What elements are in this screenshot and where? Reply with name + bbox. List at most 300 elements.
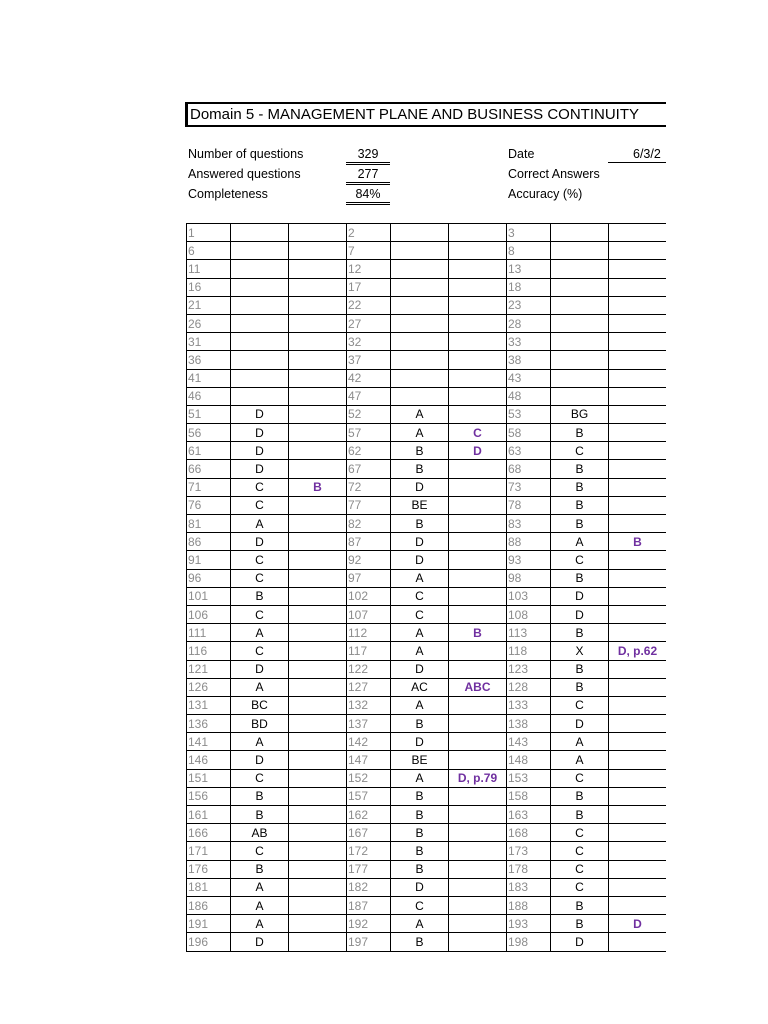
answer-cell[interactable]: D xyxy=(231,442,289,460)
question-number-cell[interactable]: 197 xyxy=(347,933,391,951)
answer-cell[interactable]: A xyxy=(231,896,289,914)
correction-cell[interactable] xyxy=(609,387,667,405)
question-number-cell[interactable]: 56 xyxy=(187,424,231,442)
question-number-cell[interactable]: 117 xyxy=(347,642,391,660)
answer-cell[interactable]: C xyxy=(231,769,289,787)
answer-cell[interactable]: D xyxy=(391,660,449,678)
correction-cell[interactable] xyxy=(289,387,347,405)
correction-cell[interactable] xyxy=(449,642,507,660)
correction-cell[interactable] xyxy=(289,369,347,387)
answer-cell[interactable]: B xyxy=(391,860,449,878)
question-number-cell[interactable]: 111 xyxy=(187,624,231,642)
question-number-cell[interactable]: 196 xyxy=(187,933,231,951)
question-number-cell[interactable]: 102 xyxy=(347,587,391,605)
answer-cell[interactable]: B xyxy=(551,515,609,533)
correction-cell[interactable] xyxy=(449,878,507,896)
question-number-cell[interactable]: 1 xyxy=(187,224,231,242)
answer-cell[interactable] xyxy=(231,224,289,242)
question-number-cell[interactable]: 166 xyxy=(187,824,231,842)
correction-cell[interactable] xyxy=(609,605,667,623)
answer-cell[interactable]: C xyxy=(231,605,289,623)
correction-cell[interactable] xyxy=(609,460,667,478)
answer-cell[interactable]: D xyxy=(231,460,289,478)
question-number-cell[interactable]: 88 xyxy=(507,533,551,551)
question-number-cell[interactable]: 171 xyxy=(187,842,231,860)
correction-cell[interactable] xyxy=(609,296,667,314)
question-number-cell[interactable]: 148 xyxy=(507,751,551,769)
question-number-cell[interactable]: 81 xyxy=(187,515,231,533)
answer-cell[interactable] xyxy=(231,387,289,405)
answered-questions-value[interactable]: 277 xyxy=(346,166,390,185)
question-number-cell[interactable]: 26 xyxy=(187,314,231,332)
question-number-cell[interactable]: 2 xyxy=(347,224,391,242)
answer-cell[interactable]: C xyxy=(391,896,449,914)
correction-cell[interactable] xyxy=(289,787,347,805)
question-number-cell[interactable]: 183 xyxy=(507,878,551,896)
question-number-cell[interactable]: 112 xyxy=(347,624,391,642)
answer-cell[interactable]: A xyxy=(391,769,449,787)
question-number-cell[interactable]: 182 xyxy=(347,878,391,896)
answer-cell[interactable] xyxy=(231,351,289,369)
question-number-cell[interactable]: 161 xyxy=(187,806,231,824)
answer-cell[interactable]: D xyxy=(391,533,449,551)
question-number-cell[interactable]: 153 xyxy=(507,769,551,787)
question-number-cell[interactable]: 7 xyxy=(347,242,391,260)
answer-cell[interactable] xyxy=(391,224,449,242)
question-number-cell[interactable]: 147 xyxy=(347,751,391,769)
question-number-cell[interactable]: 123 xyxy=(507,660,551,678)
correction-cell[interactable] xyxy=(449,460,507,478)
correction-cell[interactable] xyxy=(289,314,347,332)
question-number-cell[interactable]: 12 xyxy=(347,260,391,278)
answer-cell[interactable] xyxy=(551,242,609,260)
correction-cell[interactable] xyxy=(609,224,667,242)
answer-cell[interactable]: B xyxy=(391,787,449,805)
answer-cell[interactable] xyxy=(551,224,609,242)
correction-cell[interactable] xyxy=(449,515,507,533)
answer-cell[interactable] xyxy=(551,296,609,314)
correction-cell[interactable] xyxy=(449,860,507,878)
correction-cell[interactable] xyxy=(289,496,347,514)
answer-cell[interactable] xyxy=(391,242,449,260)
correction-cell[interactable] xyxy=(289,933,347,951)
answer-cell[interactable]: D xyxy=(391,878,449,896)
question-number-cell[interactable]: 138 xyxy=(507,715,551,733)
correction-cell[interactable] xyxy=(609,314,667,332)
question-number-cell[interactable]: 66 xyxy=(187,460,231,478)
answer-cell[interactable]: C xyxy=(551,696,609,714)
question-number-cell[interactable]: 92 xyxy=(347,551,391,569)
question-number-cell[interactable]: 51 xyxy=(187,405,231,423)
correction-cell[interactable]: C xyxy=(449,424,507,442)
question-number-cell[interactable]: 28 xyxy=(507,314,551,332)
answer-cell[interactable]: A xyxy=(551,751,609,769)
answer-cell[interactable]: B xyxy=(231,587,289,605)
question-number-cell[interactable]: 72 xyxy=(347,478,391,496)
answer-cell[interactable]: B xyxy=(391,515,449,533)
question-number-cell[interactable]: 137 xyxy=(347,715,391,733)
answer-cell[interactable]: C xyxy=(551,442,609,460)
correction-cell[interactable] xyxy=(609,860,667,878)
question-number-cell[interactable]: 47 xyxy=(347,387,391,405)
question-number-cell[interactable]: 131 xyxy=(187,696,231,714)
question-number-cell[interactable]: 106 xyxy=(187,605,231,623)
answer-cell[interactable]: C xyxy=(551,878,609,896)
question-number-cell[interactable]: 108 xyxy=(507,605,551,623)
correction-cell[interactable] xyxy=(289,824,347,842)
completeness-value[interactable]: 84% xyxy=(346,186,390,205)
answer-cell[interactable]: B xyxy=(391,933,449,951)
question-number-cell[interactable]: 198 xyxy=(507,933,551,951)
correction-cell[interactable] xyxy=(289,715,347,733)
correction-cell[interactable] xyxy=(449,896,507,914)
correction-cell[interactable] xyxy=(289,842,347,860)
question-number-cell[interactable]: 17 xyxy=(347,278,391,296)
date-value[interactable] xyxy=(608,146,666,163)
correction-cell[interactable]: ABC xyxy=(449,678,507,696)
question-number-cell[interactable]: 97 xyxy=(347,569,391,587)
correction-cell[interactable] xyxy=(449,842,507,860)
question-number-cell[interactable]: 156 xyxy=(187,787,231,805)
correction-cell[interactable] xyxy=(449,715,507,733)
question-number-cell[interactable]: 126 xyxy=(187,678,231,696)
question-number-cell[interactable]: 23 xyxy=(507,296,551,314)
correction-cell[interactable] xyxy=(609,569,667,587)
answer-cell[interactable]: A xyxy=(231,515,289,533)
answer-cell[interactable]: D xyxy=(231,660,289,678)
answer-cell[interactable] xyxy=(231,242,289,260)
correction-cell[interactable] xyxy=(609,824,667,842)
answer-cell[interactable]: C xyxy=(551,842,609,860)
answer-cell[interactable] xyxy=(231,296,289,314)
correction-cell[interactable] xyxy=(609,678,667,696)
correction-cell[interactable]: D, p.62 xyxy=(609,642,667,660)
question-number-cell[interactable]: 176 xyxy=(187,860,231,878)
answer-cell[interactable]: D xyxy=(231,751,289,769)
correction-cell[interactable] xyxy=(609,896,667,914)
correction-cell[interactable] xyxy=(289,896,347,914)
question-number-cell[interactable]: 173 xyxy=(507,842,551,860)
correction-cell[interactable]: B xyxy=(289,478,347,496)
question-number-cell[interactable]: 146 xyxy=(187,751,231,769)
correction-cell[interactable] xyxy=(609,551,667,569)
correction-cell[interactable] xyxy=(609,242,667,260)
answer-cell[interactable]: D xyxy=(231,405,289,423)
question-number-cell[interactable]: 177 xyxy=(347,860,391,878)
question-number-cell[interactable]: 86 xyxy=(187,533,231,551)
question-number-cell[interactable]: 67 xyxy=(347,460,391,478)
correction-cell[interactable] xyxy=(449,242,507,260)
correction-cell[interactable] xyxy=(609,424,667,442)
correction-cell[interactable] xyxy=(449,351,507,369)
correction-cell[interactable] xyxy=(289,569,347,587)
correction-cell[interactable] xyxy=(289,533,347,551)
correction-cell[interactable] xyxy=(609,733,667,751)
correction-cell[interactable] xyxy=(609,478,667,496)
question-number-cell[interactable]: 38 xyxy=(507,351,551,369)
answer-cell[interactable]: BE xyxy=(391,751,449,769)
correction-cell[interactable] xyxy=(609,369,667,387)
answer-cell[interactable] xyxy=(551,333,609,351)
question-number-cell[interactable]: 116 xyxy=(187,642,231,660)
question-number-cell[interactable]: 157 xyxy=(347,787,391,805)
correction-cell[interactable] xyxy=(289,587,347,605)
answer-cell[interactable]: D xyxy=(391,733,449,751)
question-number-cell[interactable]: 191 xyxy=(187,915,231,933)
correction-cell[interactable] xyxy=(449,260,507,278)
answer-cell[interactable]: A xyxy=(391,624,449,642)
correction-cell[interactable] xyxy=(289,806,347,824)
correction-cell[interactable] xyxy=(289,442,347,460)
correction-cell[interactable] xyxy=(449,933,507,951)
answer-cell[interactable]: BD xyxy=(231,715,289,733)
answer-cell[interactable]: B xyxy=(391,460,449,478)
answer-cell[interactable]: B xyxy=(391,442,449,460)
answer-cell[interactable]: C xyxy=(231,842,289,860)
answer-cell[interactable]: D xyxy=(231,424,289,442)
question-number-cell[interactable]: 18 xyxy=(507,278,551,296)
correction-cell[interactable] xyxy=(609,660,667,678)
correction-cell[interactable] xyxy=(449,806,507,824)
question-number-cell[interactable]: 151 xyxy=(187,769,231,787)
answer-cell[interactable] xyxy=(231,278,289,296)
answer-cell[interactable]: B xyxy=(551,624,609,642)
answer-cell[interactable] xyxy=(231,314,289,332)
answer-cell[interactable]: D xyxy=(551,933,609,951)
correction-cell[interactable] xyxy=(609,496,667,514)
answer-cell[interactable]: B xyxy=(391,824,449,842)
question-number-cell[interactable]: 128 xyxy=(507,678,551,696)
answer-cell[interactable]: B xyxy=(551,660,609,678)
answer-cell[interactable]: C xyxy=(231,478,289,496)
question-number-cell[interactable]: 193 xyxy=(507,915,551,933)
correction-cell[interactable] xyxy=(289,915,347,933)
answer-cell[interactable] xyxy=(391,333,449,351)
question-number-cell[interactable]: 143 xyxy=(507,733,551,751)
correction-cell[interactable] xyxy=(449,824,507,842)
correction-cell[interactable] xyxy=(609,933,667,951)
correction-cell[interactable] xyxy=(449,314,507,332)
correction-cell[interactable] xyxy=(449,605,507,623)
question-number-cell[interactable]: 46 xyxy=(187,387,231,405)
answer-cell[interactable]: B xyxy=(551,496,609,514)
answer-cell[interactable]: B xyxy=(551,460,609,478)
question-number-cell[interactable]: 83 xyxy=(507,515,551,533)
question-number-cell[interactable]: 48 xyxy=(507,387,551,405)
correction-cell[interactable] xyxy=(449,296,507,314)
correction-cell[interactable] xyxy=(449,696,507,714)
correction-cell[interactable] xyxy=(449,333,507,351)
question-number-cell[interactable]: 36 xyxy=(187,351,231,369)
answer-cell[interactable]: A xyxy=(231,878,289,896)
answer-cell[interactable] xyxy=(391,351,449,369)
correction-cell[interactable] xyxy=(449,496,507,514)
correction-cell[interactable]: B xyxy=(609,533,667,551)
question-number-cell[interactable]: 91 xyxy=(187,551,231,569)
correction-cell[interactable] xyxy=(609,806,667,824)
answer-cell[interactable]: D xyxy=(231,533,289,551)
correction-cell[interactable] xyxy=(289,769,347,787)
question-number-cell[interactable]: 68 xyxy=(507,460,551,478)
correction-cell[interactable] xyxy=(609,624,667,642)
answer-cell[interactable]: A xyxy=(551,533,609,551)
question-number-cell[interactable]: 3 xyxy=(507,224,551,242)
answer-cell[interactable]: A xyxy=(391,696,449,714)
correction-cell[interactable] xyxy=(449,533,507,551)
question-number-cell[interactable]: 142 xyxy=(347,733,391,751)
correction-cell[interactable] xyxy=(289,696,347,714)
question-number-cell[interactable]: 127 xyxy=(347,678,391,696)
question-number-cell[interactable]: 13 xyxy=(507,260,551,278)
question-number-cell[interactable]: 121 xyxy=(187,660,231,678)
correction-cell[interactable] xyxy=(449,551,507,569)
answer-cell[interactable]: A xyxy=(231,915,289,933)
answer-cell[interactable]: B xyxy=(391,715,449,733)
answer-cell[interactable]: B xyxy=(551,806,609,824)
answer-cell[interactable]: B xyxy=(551,424,609,442)
question-number-cell[interactable]: 163 xyxy=(507,806,551,824)
question-number-cell[interactable]: 62 xyxy=(347,442,391,460)
correction-cell[interactable] xyxy=(289,460,347,478)
correction-cell[interactable] xyxy=(289,751,347,769)
answer-cell[interactable]: B xyxy=(551,569,609,587)
correction-cell[interactable] xyxy=(449,733,507,751)
correction-cell[interactable] xyxy=(609,442,667,460)
question-number-cell[interactable]: 8 xyxy=(507,242,551,260)
answer-cell[interactable]: C xyxy=(231,569,289,587)
correction-cell[interactable] xyxy=(609,715,667,733)
question-number-cell[interactable]: 181 xyxy=(187,878,231,896)
question-number-cell[interactable]: 22 xyxy=(347,296,391,314)
correction-cell[interactable] xyxy=(449,787,507,805)
correction-cell[interactable] xyxy=(289,278,347,296)
question-number-cell[interactable]: 43 xyxy=(507,369,551,387)
question-number-cell[interactable]: 141 xyxy=(187,733,231,751)
answer-cell[interactable] xyxy=(551,260,609,278)
answer-cell[interactable] xyxy=(551,314,609,332)
question-number-cell[interactable]: 71 xyxy=(187,478,231,496)
question-number-cell[interactable]: 107 xyxy=(347,605,391,623)
answer-cell[interactable]: BC xyxy=(231,696,289,714)
answer-cell[interactable]: C xyxy=(551,860,609,878)
question-number-cell[interactable]: 93 xyxy=(507,551,551,569)
answer-cell[interactable]: A xyxy=(391,915,449,933)
answer-cell[interactable]: A xyxy=(391,405,449,423)
question-number-cell[interactable]: 11 xyxy=(187,260,231,278)
correction-cell[interactable] xyxy=(609,278,667,296)
correction-cell[interactable] xyxy=(609,587,667,605)
correction-cell[interactable] xyxy=(609,260,667,278)
answer-cell[interactable] xyxy=(231,260,289,278)
answer-cell[interactable]: A xyxy=(231,624,289,642)
question-number-cell[interactable]: 118 xyxy=(507,642,551,660)
answer-cell[interactable]: B xyxy=(551,678,609,696)
correction-cell[interactable] xyxy=(289,624,347,642)
correction-cell[interactable] xyxy=(609,405,667,423)
correction-cell[interactable] xyxy=(289,605,347,623)
correction-cell[interactable] xyxy=(449,587,507,605)
correction-cell[interactable] xyxy=(289,242,347,260)
num-questions-value[interactable]: 329 xyxy=(346,146,390,165)
answer-cell[interactable] xyxy=(391,278,449,296)
answer-cell[interactable]: C xyxy=(391,605,449,623)
question-number-cell[interactable]: 162 xyxy=(347,806,391,824)
question-number-cell[interactable]: 132 xyxy=(347,696,391,714)
question-number-cell[interactable]: 52 xyxy=(347,405,391,423)
correction-cell[interactable] xyxy=(609,351,667,369)
answer-cell[interactable]: D xyxy=(391,551,449,569)
correction-cell[interactable] xyxy=(449,387,507,405)
answer-cell[interactable] xyxy=(391,260,449,278)
question-number-cell[interactable]: 136 xyxy=(187,715,231,733)
correction-cell[interactable] xyxy=(289,351,347,369)
question-number-cell[interactable]: 122 xyxy=(347,660,391,678)
answer-cell[interactable]: A xyxy=(391,424,449,442)
question-number-cell[interactable]: 103 xyxy=(507,587,551,605)
question-number-cell[interactable]: 33 xyxy=(507,333,551,351)
question-number-cell[interactable]: 168 xyxy=(507,824,551,842)
answer-cell[interactable]: A xyxy=(551,733,609,751)
question-number-cell[interactable]: 73 xyxy=(507,478,551,496)
correction-cell[interactable] xyxy=(289,660,347,678)
correction-cell[interactable] xyxy=(289,333,347,351)
answer-cell[interactable]: C xyxy=(551,824,609,842)
correction-cell[interactable] xyxy=(289,515,347,533)
question-number-cell[interactable]: 58 xyxy=(507,424,551,442)
question-number-cell[interactable]: 61 xyxy=(187,442,231,460)
question-number-cell[interactable]: 87 xyxy=(347,533,391,551)
answer-cell[interactable]: D xyxy=(551,587,609,605)
correction-cell[interactable]: D xyxy=(609,915,667,933)
question-number-cell[interactable]: 16 xyxy=(187,278,231,296)
correction-cell[interactable] xyxy=(289,878,347,896)
correction-cell[interactable] xyxy=(609,515,667,533)
answer-cell[interactable]: B xyxy=(231,806,289,824)
correction-cell[interactable] xyxy=(289,551,347,569)
correction-cell[interactable] xyxy=(449,278,507,296)
correction-cell[interactable] xyxy=(289,678,347,696)
question-number-cell[interactable]: 98 xyxy=(507,569,551,587)
answer-cell[interactable]: C xyxy=(551,769,609,787)
question-number-cell[interactable]: 158 xyxy=(507,787,551,805)
correction-cell[interactable] xyxy=(289,260,347,278)
answer-cell[interactable]: AC xyxy=(391,678,449,696)
question-number-cell[interactable]: 6 xyxy=(187,242,231,260)
answer-cell[interactable] xyxy=(551,369,609,387)
answer-cell[interactable]: C xyxy=(551,551,609,569)
answer-cell[interactable]: C xyxy=(391,587,449,605)
question-number-cell[interactable]: 101 xyxy=(187,587,231,605)
correction-cell[interactable] xyxy=(289,733,347,751)
answer-cell[interactable]: X xyxy=(551,642,609,660)
correction-cell[interactable] xyxy=(289,296,347,314)
correction-cell[interactable] xyxy=(449,569,507,587)
correction-cell[interactable] xyxy=(609,696,667,714)
answer-cell[interactable]: A xyxy=(391,642,449,660)
correction-cell[interactable] xyxy=(609,787,667,805)
question-number-cell[interactable]: 77 xyxy=(347,496,391,514)
answer-cell[interactable]: B xyxy=(391,806,449,824)
answer-cell[interactable] xyxy=(391,369,449,387)
question-number-cell[interactable]: 42 xyxy=(347,369,391,387)
question-number-cell[interactable]: 113 xyxy=(507,624,551,642)
question-number-cell[interactable]: 76 xyxy=(187,496,231,514)
question-number-cell[interactable]: 172 xyxy=(347,842,391,860)
question-number-cell[interactable]: 41 xyxy=(187,369,231,387)
answer-cell[interactable]: B xyxy=(391,842,449,860)
correction-cell[interactable] xyxy=(609,333,667,351)
correction-cell[interactable] xyxy=(609,842,667,860)
